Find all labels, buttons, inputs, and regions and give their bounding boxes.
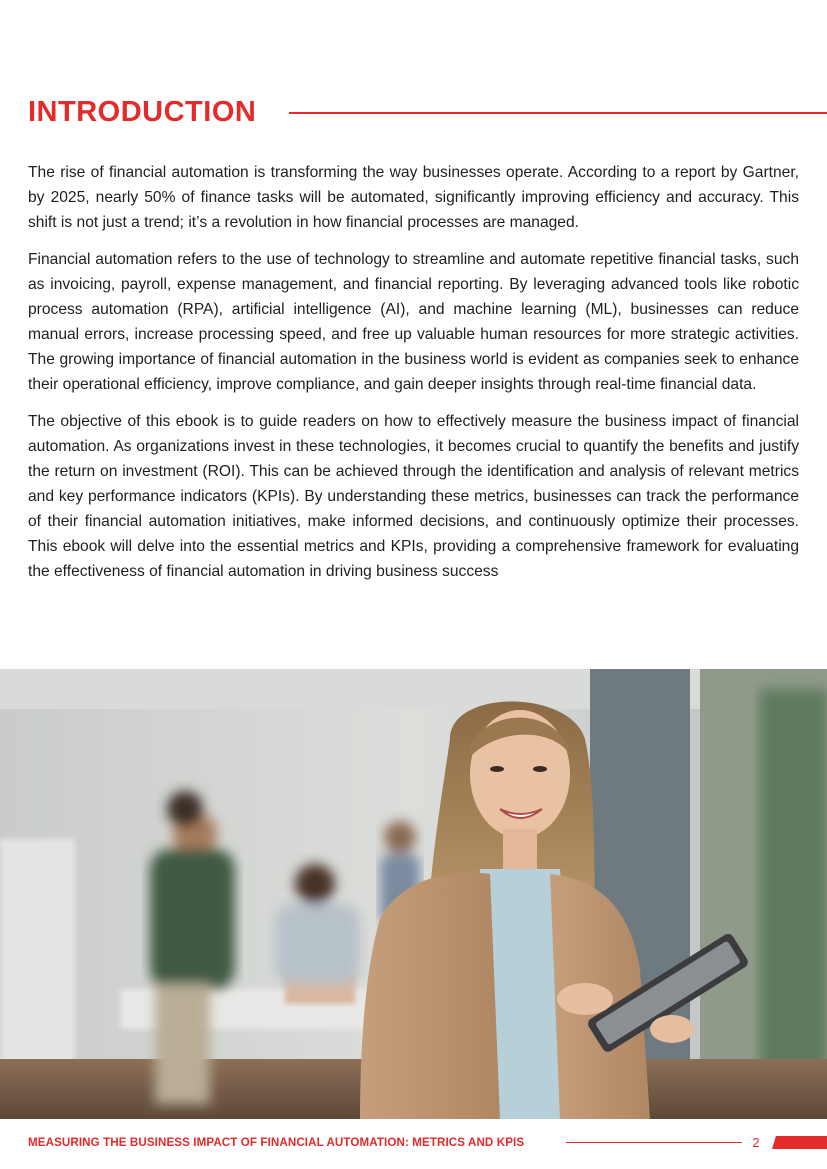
page-number: 2 xyxy=(752,1135,760,1150)
paragraph: The objective of this ebook is to guide readers on how to effectively measure the business impact of financial automation. As organizations invest in these technologies, it becomes crucial to quantify the benefits and justify the return on investment (ROI). This can be achieved through the identification and analysis of relevant metrics and key performance indicators (KPIs). By understanding these metrics, businesses can track the performance of their financial automation initiatives, make informed decisions, and continuously optimize their processes. This ebook will delve into the essential metrics and KPIs, providing a comprehensive framework for evaluating the effectiveness of financial automation in driving business success xyxy=(28,413,799,580)
footer-divider xyxy=(566,1142,742,1143)
body-text xyxy=(28,160,799,596)
paragraph: Financial automation refers to the use of technology to streamline and automate repetitive financial tasks, such as invoicing, payroll, expense management, and financial reporting. By leveraging advanced tools like robotic process automation (RPA), artificial intelligence (AI), and machine learning (ML), businesses can reduce manual errors, increase processing speed, and free up valuable human resources for more strategic activities. The growing importance of financial automation in the business world is evident as companies seek to enhance their operational efficiency, improve compliance, and gain deeper insights through real-time financial data. xyxy=(28,251,799,393)
heading-divider xyxy=(289,112,827,114)
paragraph: The rise of financial automation is transforming the way businesses operate. According to a report by Gartner, by 2025, nearly 50% of finance tasks will be automated, significantly improving efficiency and accuracy. This shift is not just a trend; it’s a revolution in how financial processes are managed. xyxy=(28,164,799,231)
office-photo xyxy=(0,669,827,1119)
footer-accent-tab xyxy=(772,1136,827,1149)
footer-title: MEASURING THE BUSINESS IMPACT OF FINANCIAL AUTOMATION: METRICS AND KPIS xyxy=(28,1136,525,1149)
page-heading: INTRODUCTION xyxy=(28,96,257,128)
